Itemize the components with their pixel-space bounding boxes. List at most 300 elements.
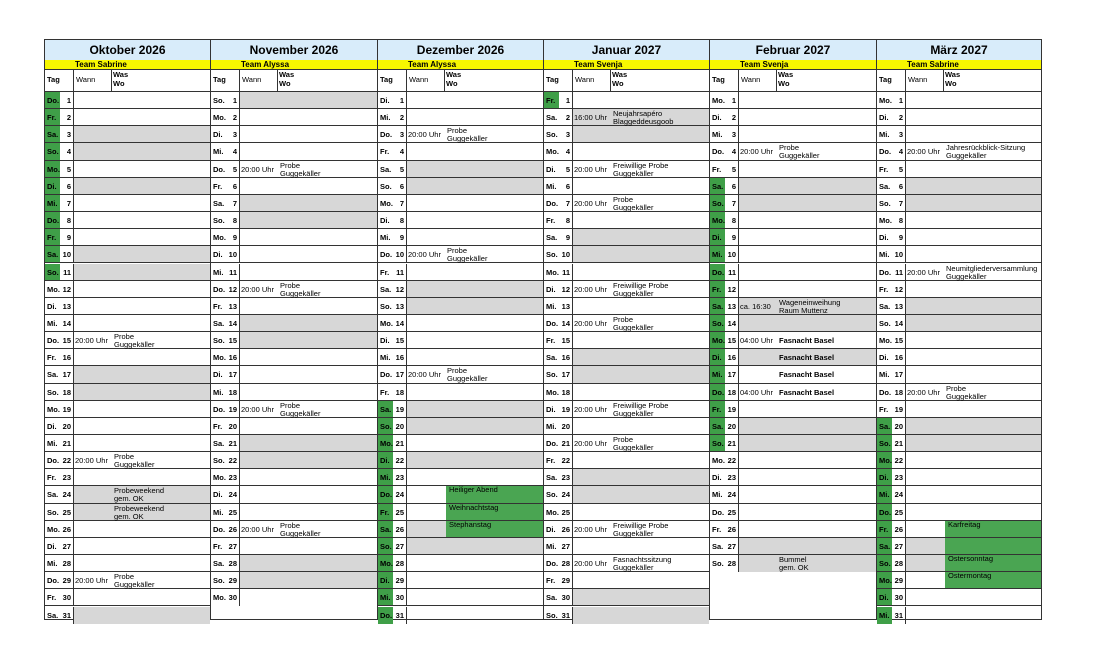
day-row[interactable] bbox=[544, 435, 709, 452]
weekday-label: Do. bbox=[879, 267, 892, 277]
day-row[interactable] bbox=[378, 589, 543, 606]
day-number: 25 bbox=[727, 507, 736, 517]
day-cell-fill bbox=[407, 349, 543, 365]
column-divider bbox=[406, 70, 407, 91]
day-row[interactable] bbox=[45, 349, 210, 366]
day-row[interactable] bbox=[378, 366, 543, 383]
day-row[interactable] bbox=[544, 92, 709, 109]
day-row[interactable] bbox=[544, 521, 709, 538]
day-number: 28 bbox=[727, 559, 736, 569]
event-description bbox=[114, 453, 154, 469]
day-row[interactable] bbox=[544, 349, 709, 366]
day-row[interactable] bbox=[45, 384, 210, 401]
day-cell-fill bbox=[906, 418, 1041, 434]
day-number: 4 bbox=[565, 147, 570, 157]
column-divider bbox=[239, 70, 240, 91]
weekday-label: Mo. bbox=[213, 593, 226, 603]
day-row[interactable] bbox=[877, 469, 1041, 486]
day-row[interactable] bbox=[544, 607, 709, 624]
column-divider bbox=[905, 70, 906, 91]
day-row[interactable] bbox=[45, 521, 210, 538]
holiday-label: Ostermontag bbox=[948, 571, 992, 581]
day-row[interactable] bbox=[378, 126, 543, 143]
day-row[interactable] bbox=[877, 195, 1041, 212]
day-number: 30 bbox=[395, 593, 404, 603]
day-row[interactable] bbox=[877, 418, 1041, 435]
day-row[interactable] bbox=[877, 435, 1041, 452]
day-row[interactable] bbox=[45, 281, 210, 298]
day-list bbox=[211, 92, 377, 619]
day-row[interactable] bbox=[877, 298, 1041, 315]
day-number: 22 bbox=[561, 456, 570, 466]
day-row[interactable] bbox=[378, 435, 543, 452]
day-row[interactable] bbox=[544, 178, 709, 195]
day-row[interactable] bbox=[378, 452, 543, 469]
day-row[interactable] bbox=[710, 161, 876, 178]
day-divider bbox=[73, 281, 74, 297]
day-row[interactable] bbox=[544, 126, 709, 143]
day-row[interactable] bbox=[211, 195, 377, 212]
event-where: Guggekäller bbox=[613, 202, 654, 212]
day-row[interactable] bbox=[710, 315, 876, 332]
day-divider bbox=[73, 178, 74, 194]
day-row[interactable] bbox=[45, 589, 210, 606]
day-row[interactable] bbox=[45, 486, 210, 503]
day-row[interactable] bbox=[877, 315, 1041, 332]
day-row[interactable] bbox=[211, 521, 377, 538]
day-row[interactable] bbox=[211, 298, 377, 315]
event-time: 16:00 Uhr bbox=[574, 113, 607, 123]
day-row[interactable] bbox=[710, 418, 876, 435]
day-row[interactable] bbox=[877, 555, 1041, 572]
day-row[interactable] bbox=[544, 281, 709, 298]
day-number: 19 bbox=[62, 404, 71, 414]
weekday-label: Fr. bbox=[546, 336, 556, 346]
day-row[interactable] bbox=[211, 384, 377, 401]
day-row[interactable] bbox=[877, 264, 1041, 281]
day-divider bbox=[738, 418, 739, 434]
day-number: 24 bbox=[395, 490, 404, 500]
day-row[interactable] bbox=[710, 195, 876, 212]
day-row[interactable] bbox=[378, 281, 543, 298]
day-row[interactable] bbox=[45, 92, 210, 109]
day-row[interactable] bbox=[544, 195, 709, 212]
day-row[interactable] bbox=[211, 126, 377, 143]
day-number: 8 bbox=[232, 216, 237, 226]
event-where: Guggekäller bbox=[613, 563, 654, 573]
day-row[interactable] bbox=[378, 572, 543, 589]
day-row[interactable] bbox=[211, 418, 377, 435]
day-row[interactable] bbox=[45, 366, 210, 383]
day-row[interactable] bbox=[877, 452, 1041, 469]
event-time: 20:00 Uhr bbox=[574, 404, 607, 414]
day-row[interactable] bbox=[211, 229, 377, 246]
day-divider bbox=[406, 555, 407, 571]
day-row[interactable] bbox=[710, 264, 876, 281]
day-cell-fill bbox=[240, 486, 377, 502]
day-row[interactable] bbox=[45, 143, 210, 160]
day-row[interactable] bbox=[544, 572, 709, 589]
day-row[interactable] bbox=[378, 349, 543, 366]
day-row[interactable] bbox=[211, 401, 377, 418]
day-divider bbox=[239, 178, 240, 194]
day-row[interactable] bbox=[544, 452, 709, 469]
weekday-label: Mi. bbox=[879, 370, 890, 380]
team-label: Team Svenja bbox=[740, 60, 789, 69]
day-row[interactable] bbox=[710, 469, 876, 486]
day-row[interactable] bbox=[378, 332, 543, 349]
day-cell-fill bbox=[240, 178, 377, 194]
day-row[interactable] bbox=[378, 384, 543, 401]
weekday-label: Fr. bbox=[712, 164, 722, 174]
day-row[interactable] bbox=[544, 264, 709, 281]
day-row[interactable] bbox=[211, 315, 377, 332]
day-row[interactable] bbox=[877, 607, 1041, 624]
day-row[interactable] bbox=[877, 521, 1041, 538]
day-row[interactable] bbox=[544, 384, 709, 401]
day-row[interactable] bbox=[710, 486, 876, 503]
day-divider bbox=[572, 264, 573, 280]
day-cell-fill bbox=[240, 315, 377, 331]
day-row[interactable] bbox=[211, 589, 377, 606]
day-row[interactable] bbox=[45, 418, 210, 435]
day-divider bbox=[572, 521, 573, 537]
day-row[interactable] bbox=[378, 246, 543, 263]
day-row[interactable] bbox=[710, 126, 876, 143]
day-row[interactable] bbox=[45, 452, 210, 469]
day-row[interactable] bbox=[544, 555, 709, 572]
day-row[interactable] bbox=[378, 486, 543, 503]
day-row[interactable] bbox=[877, 349, 1041, 366]
day-divider bbox=[572, 246, 573, 262]
day-row[interactable] bbox=[45, 126, 210, 143]
weekday-label: Fr. bbox=[546, 456, 556, 466]
day-number: 18 bbox=[727, 387, 736, 397]
day-number: 26 bbox=[62, 524, 71, 534]
weekday-label: Do. bbox=[47, 456, 60, 466]
day-row[interactable] bbox=[378, 161, 543, 178]
day-row[interactable] bbox=[45, 212, 210, 229]
day-row[interactable] bbox=[877, 246, 1041, 263]
day-row[interactable] bbox=[710, 281, 876, 298]
day-row[interactable] bbox=[544, 315, 709, 332]
day-row[interactable] bbox=[710, 435, 876, 452]
day-row[interactable] bbox=[211, 92, 377, 109]
day-row[interactable] bbox=[378, 607, 543, 624]
day-divider bbox=[572, 178, 573, 194]
tag-header: Tag bbox=[380, 75, 393, 84]
day-row[interactable] bbox=[710, 109, 876, 126]
day-divider bbox=[239, 298, 240, 314]
day-number: 12 bbox=[395, 284, 404, 294]
day-row[interactable] bbox=[211, 264, 377, 281]
day-row[interactable] bbox=[544, 486, 709, 503]
day-row[interactable] bbox=[378, 212, 543, 229]
day-number: 1 bbox=[399, 96, 404, 105]
weekday-label: Mo. bbox=[45, 161, 60, 177]
weekday-label: Sa. bbox=[710, 418, 725, 434]
day-row[interactable] bbox=[211, 143, 377, 160]
day-row[interactable] bbox=[877, 384, 1041, 401]
day-row[interactable] bbox=[877, 109, 1041, 126]
day-row[interactable] bbox=[45, 504, 210, 521]
day-row[interactable] bbox=[710, 92, 876, 109]
day-divider bbox=[239, 486, 240, 502]
was-wo-header bbox=[113, 70, 128, 88]
day-number: 24 bbox=[228, 490, 237, 500]
day-row[interactable] bbox=[45, 178, 210, 195]
day-row[interactable] bbox=[211, 435, 377, 452]
day-row[interactable] bbox=[45, 435, 210, 452]
day-row[interactable] bbox=[211, 178, 377, 195]
day-divider bbox=[738, 246, 739, 262]
day-row[interactable] bbox=[211, 452, 377, 469]
weekday-label: Sa. bbox=[546, 593, 558, 603]
day-number: 26 bbox=[228, 524, 237, 534]
day-row[interactable] bbox=[710, 452, 876, 469]
day-cell-fill bbox=[739, 504, 876, 520]
day-row[interactable] bbox=[378, 504, 543, 521]
day-row[interactable] bbox=[544, 298, 709, 315]
event-time: 20:00 Uhr bbox=[907, 387, 940, 397]
day-row[interactable] bbox=[378, 401, 543, 418]
day-divider bbox=[905, 143, 906, 159]
day-row[interactable] bbox=[544, 246, 709, 263]
day-row[interactable] bbox=[877, 366, 1041, 383]
day-row[interactable] bbox=[211, 486, 377, 503]
day-row[interactable] bbox=[877, 401, 1041, 418]
day-divider bbox=[73, 92, 74, 108]
day-row[interactable] bbox=[544, 401, 709, 418]
day-row[interactable] bbox=[710, 366, 876, 383]
day-row[interactable] bbox=[378, 109, 543, 126]
day-row[interactable] bbox=[211, 469, 377, 486]
day-row[interactable] bbox=[45, 315, 210, 332]
day-row[interactable] bbox=[378, 555, 543, 572]
day-number: 18 bbox=[228, 387, 237, 397]
day-cell-fill bbox=[739, 452, 876, 468]
day-row[interactable] bbox=[45, 469, 210, 486]
day-row[interactable] bbox=[378, 178, 543, 195]
day-row[interactable] bbox=[544, 161, 709, 178]
weekday-label: Sa. bbox=[546, 113, 558, 123]
day-row[interactable] bbox=[710, 212, 876, 229]
day-row[interactable] bbox=[877, 332, 1041, 349]
day-number: 11 bbox=[396, 267, 404, 277]
day-number: 23 bbox=[228, 473, 237, 483]
day-row[interactable] bbox=[45, 195, 210, 212]
day-row[interactable] bbox=[211, 349, 377, 366]
day-divider bbox=[905, 469, 906, 485]
day-row[interactable] bbox=[45, 246, 210, 263]
day-divider bbox=[572, 161, 573, 177]
day-row[interactable] bbox=[211, 555, 377, 572]
day-row[interactable] bbox=[877, 161, 1041, 178]
day-number: 26 bbox=[894, 524, 903, 534]
day-row[interactable] bbox=[45, 572, 210, 589]
day-row[interactable] bbox=[45, 555, 210, 572]
day-row[interactable] bbox=[544, 109, 709, 126]
day-cell-fill bbox=[407, 109, 543, 125]
day-row[interactable] bbox=[877, 229, 1041, 246]
day-row[interactable] bbox=[710, 555, 876, 572]
day-divider bbox=[905, 521, 906, 537]
day-row[interactable] bbox=[710, 384, 876, 401]
day-row[interactable] bbox=[211, 109, 377, 126]
day-row[interactable] bbox=[378, 315, 543, 332]
day-row[interactable] bbox=[544, 504, 709, 521]
day-row[interactable] bbox=[378, 538, 543, 555]
day-cell-fill bbox=[573, 212, 709, 228]
holiday-label: Stephanstag bbox=[449, 519, 492, 529]
day-row[interactable] bbox=[211, 281, 377, 298]
day-row[interactable] bbox=[710, 229, 876, 246]
day-divider bbox=[239, 332, 240, 348]
day-cell-fill bbox=[240, 126, 377, 142]
day-number: 11 bbox=[728, 267, 736, 277]
day-row[interactable] bbox=[710, 246, 876, 263]
day-row[interactable] bbox=[45, 538, 210, 555]
day-divider bbox=[572, 366, 573, 382]
day-row[interactable] bbox=[544, 418, 709, 435]
day-row[interactable] bbox=[378, 143, 543, 160]
day-divider bbox=[239, 401, 240, 417]
day-row[interactable] bbox=[378, 418, 543, 435]
day-row[interactable] bbox=[211, 572, 377, 589]
day-row[interactable] bbox=[378, 469, 543, 486]
day-row[interactable] bbox=[45, 161, 210, 178]
day-divider bbox=[406, 298, 407, 314]
day-number: 12 bbox=[62, 284, 71, 294]
day-divider bbox=[73, 418, 74, 434]
day-row[interactable] bbox=[378, 521, 543, 538]
day-row[interactable] bbox=[877, 572, 1041, 589]
day-row[interactable] bbox=[211, 366, 377, 383]
day-row[interactable] bbox=[211, 538, 377, 555]
day-row[interactable] bbox=[45, 229, 210, 246]
event-description bbox=[613, 522, 668, 538]
day-row[interactable] bbox=[877, 126, 1041, 143]
day-divider bbox=[239, 264, 240, 280]
day-number: 21 bbox=[561, 439, 570, 448]
day-row[interactable] bbox=[710, 401, 876, 418]
event-what: Fasnacht Basel bbox=[779, 336, 835, 346]
day-number: 21 bbox=[62, 439, 71, 448]
day-row[interactable] bbox=[378, 264, 543, 281]
day-divider bbox=[406, 229, 407, 245]
holiday-label: Ostersonntag bbox=[948, 554, 994, 564]
day-divider bbox=[738, 504, 739, 520]
weekday-label: Do. bbox=[45, 92, 60, 108]
weekday-label: Di. bbox=[47, 421, 57, 431]
day-cell-fill bbox=[739, 178, 876, 194]
day-divider bbox=[905, 401, 906, 417]
day-row[interactable] bbox=[378, 195, 543, 212]
day-row[interactable] bbox=[45, 109, 210, 126]
day-row[interactable] bbox=[710, 178, 876, 195]
day-cell-fill bbox=[906, 469, 1041, 485]
day-row[interactable] bbox=[211, 212, 377, 229]
day-row[interactable] bbox=[544, 589, 709, 606]
day-row[interactable] bbox=[211, 504, 377, 521]
event-time: 20:00 Uhr bbox=[574, 284, 607, 294]
day-row[interactable] bbox=[45, 607, 210, 624]
day-row[interactable] bbox=[877, 143, 1041, 160]
day-row[interactable] bbox=[544, 366, 709, 383]
day-number: 17 bbox=[62, 370, 71, 380]
event-time: 20:00 Uhr bbox=[574, 318, 607, 328]
weekday-label: Do. bbox=[546, 198, 559, 208]
calendar-sheet bbox=[44, 39, 1042, 620]
day-row[interactable] bbox=[211, 161, 377, 178]
day-divider bbox=[406, 418, 407, 434]
day-row[interactable] bbox=[544, 143, 709, 160]
day-cell-fill bbox=[240, 435, 377, 451]
day-cell-fill bbox=[74, 555, 210, 571]
day-row[interactable] bbox=[544, 212, 709, 229]
day-row[interactable] bbox=[45, 401, 210, 418]
day-row[interactable] bbox=[544, 469, 709, 486]
day-row[interactable] bbox=[710, 143, 876, 160]
day-row[interactable] bbox=[544, 332, 709, 349]
day-cell-fill bbox=[573, 418, 709, 434]
day-divider bbox=[406, 521, 407, 537]
was-header-line: Was bbox=[446, 70, 462, 79]
day-row[interactable] bbox=[211, 246, 377, 263]
day-number: 12 bbox=[727, 284, 736, 294]
event-what: Probe bbox=[946, 383, 967, 393]
day-divider bbox=[239, 589, 240, 606]
day-row[interactable] bbox=[877, 281, 1041, 298]
day-row[interactable] bbox=[710, 504, 876, 521]
column-divider bbox=[73, 70, 74, 91]
day-row[interactable] bbox=[877, 92, 1041, 109]
day-row[interactable] bbox=[877, 486, 1041, 503]
day-row[interactable] bbox=[877, 212, 1041, 229]
day-row[interactable] bbox=[877, 504, 1041, 521]
month-column bbox=[45, 40, 211, 619]
day-list bbox=[378, 92, 543, 619]
day-row[interactable] bbox=[877, 589, 1041, 606]
event-description bbox=[613, 436, 653, 452]
day-row[interactable] bbox=[710, 349, 876, 366]
day-row[interactable] bbox=[378, 229, 543, 246]
day-number: 1 bbox=[898, 96, 903, 105]
day-divider bbox=[738, 92, 739, 108]
day-row[interactable] bbox=[877, 178, 1041, 195]
weekday-label: So. bbox=[546, 250, 558, 260]
event-description bbox=[447, 247, 487, 263]
day-row[interactable] bbox=[710, 298, 876, 315]
day-number: 16 bbox=[561, 353, 570, 363]
day-row[interactable] bbox=[211, 332, 377, 349]
day-row[interactable] bbox=[877, 538, 1041, 555]
day-row[interactable] bbox=[45, 332, 210, 349]
day-row[interactable] bbox=[710, 332, 876, 349]
was-header-line: Was bbox=[778, 70, 794, 79]
day-row[interactable] bbox=[544, 229, 709, 246]
day-row[interactable] bbox=[378, 298, 543, 315]
day-row[interactable] bbox=[544, 538, 709, 555]
day-row[interactable] bbox=[45, 264, 210, 281]
day-number: 23 bbox=[894, 473, 903, 483]
day-row[interactable] bbox=[710, 521, 876, 538]
day-number: 29 bbox=[894, 576, 903, 586]
wo-header-line: Wo bbox=[778, 79, 790, 88]
day-row[interactable] bbox=[378, 92, 543, 109]
day-row[interactable] bbox=[45, 298, 210, 315]
day-row[interactable] bbox=[710, 538, 876, 555]
